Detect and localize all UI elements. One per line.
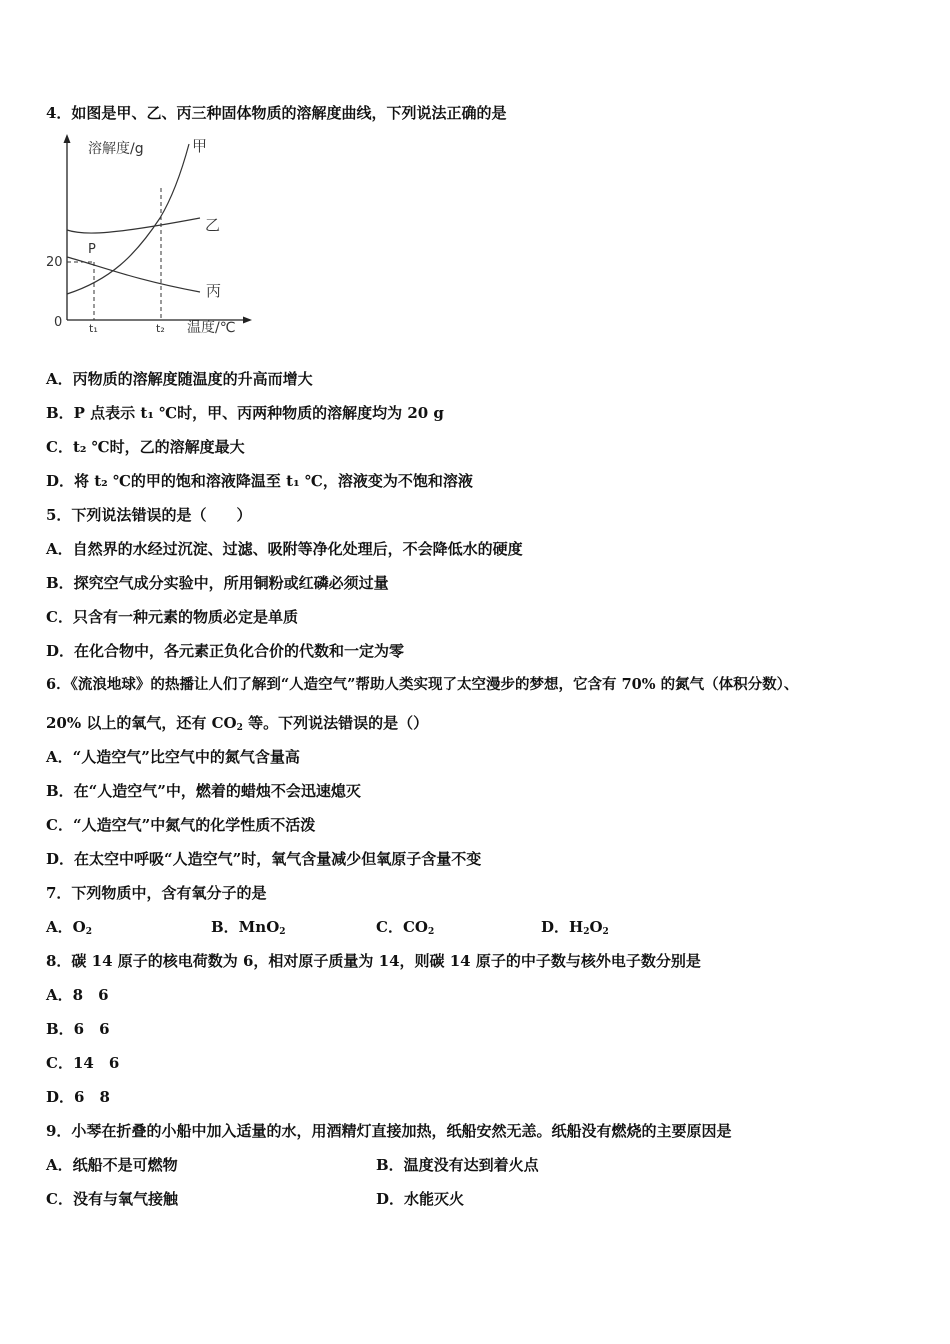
q5-option-c: C．只含有一种元素的物质必定是单质 — [46, 608, 298, 626]
y-tick-20: 20 — [46, 255, 63, 270]
q8-option-a: A．8 6 — [46, 986, 109, 1004]
q7-option-d-sub2: 2 — [602, 927, 609, 937]
q8-stem: 8．碳 14 原子的核电荷数为 6，相对原子质量为 14，则碳 14 原子的中子数与核外电子数分别是 — [46, 952, 701, 970]
q9-option-a: A．纸船不是可燃物 — [46, 1156, 178, 1174]
q6-stem-sub: 2 — [236, 723, 243, 733]
y-axis-label: 溶解度/g — [88, 141, 144, 157]
q6-option-c: C．“人造空气”中氮气的化学性质不活泼 — [46, 816, 316, 834]
q4-option-d: D．将 t₂ ℃的甲的饱和溶液降温至 t₁ ℃，溶液变为不饱和溶液 — [46, 472, 473, 490]
q6-stem-line2-a: 20% 以上的氧气，还有 CO — [46, 714, 237, 732]
point-p-label: P — [88, 242, 96, 257]
q6-option-b: B．在“人造空气”中，燃着的蜡烛不会迅速熄灭 — [46, 782, 361, 800]
q5-stem: 5．下列说法错误的是（ ） — [46, 506, 252, 524]
x-axis-arrow — [243, 317, 252, 324]
q7-option-c — [376, 917, 434, 942]
t1-tick-label: t₁ — [89, 322, 98, 335]
solubility-curve-figure — [40, 130, 260, 342]
q8-option-b: B．6 6 — [46, 1020, 110, 1038]
q9-option-c: C．没有与氧气接触 — [46, 1190, 178, 1208]
q7-option-b-sub: 2 — [279, 927, 286, 937]
q6-stem-line2 — [46, 713, 428, 738]
origin-label: 0 — [54, 315, 63, 330]
q5-option-b: B．探究空气成分实验中，所用铜粉或红磷必须过量 — [46, 574, 389, 592]
q7-option-a — [46, 917, 92, 942]
q6-stem-line1: 6．《流浪地球》的热播让人们了解到“人造空气”帮助人类实现了太空漫步的梦想，它含有 70% 的氮气（体积分数）、 — [46, 676, 799, 693]
y-axis-arrow — [64, 134, 71, 143]
q4-stem: 4．如图是甲、乙、丙三种固体物质的溶解度曲线，下列说法正确的是 — [46, 104, 507, 122]
q7-option-d-mid: O — [589, 918, 603, 936]
q4-option-b: B．P 点表示 t₁ ℃时，甲、丙两种物质的溶解度均为 20 g — [46, 404, 444, 422]
q7-stem: 7．下列物质中，含有氧分子的是 — [46, 884, 267, 902]
q7-option-d-text: D．H — [541, 918, 584, 936]
x-axis-label: 温度/℃ — [187, 320, 236, 336]
q6-stem-line2-b: 等。下列说法错误的是（） — [242, 714, 429, 732]
curve-jia — [67, 144, 189, 294]
t2-tick-label: t₂ — [156, 322, 165, 335]
q5-option-d: D．在化合物中，各元素正负化合价的代数和一定为零 — [46, 642, 405, 660]
q7-option-c-text: C．CO — [376, 918, 428, 936]
q8-option-c: C．14 6 — [46, 1054, 120, 1072]
curve-jia-label: 甲 — [192, 137, 208, 155]
curve-bing-label: 丙 — [206, 282, 222, 300]
q7-option-a-sub: 2 — [85, 927, 92, 937]
q7-option-b-text: B．MnO — [211, 918, 280, 936]
q5-option-a: A．自然界的水经过沉淀、过滤、吸附等净化处理后，不会降低水的硬度 — [46, 540, 523, 558]
q4-option-a: A．丙物质的溶解度随温度的升高而增大 — [46, 370, 313, 388]
q9-option-d: D．水能灭火 — [376, 1190, 465, 1208]
q7-option-a-text: A．O — [46, 918, 86, 936]
curve-yi-label: 乙 — [205, 216, 221, 234]
curve-yi — [67, 218, 200, 233]
q4-option-c: C．t₂ ℃时，乙的溶解度最大 — [46, 438, 245, 456]
q6-option-a: A．“人造空气”比空气中的氮气含量高 — [46, 748, 300, 766]
q7-option-d — [541, 917, 609, 942]
q7-option-d-sub1: 2 — [583, 927, 590, 937]
q9-option-b: B．温度没有达到着火点 — [376, 1156, 539, 1174]
q9-stem: 9．小琴在折叠的小船中加入适量的水，用酒精灯直接加热，纸船安然无恙。纸船没有燃烧的主要原因是 — [46, 1122, 732, 1140]
q7-option-b — [211, 917, 286, 942]
q7-option-c-sub: 2 — [427, 927, 435, 937]
q6-option-d: D．在太空中呼吸“人造空气”时，氧气含量减少但氧原子含量不变 — [46, 850, 482, 868]
q8-option-d: D．6 8 — [46, 1088, 110, 1106]
